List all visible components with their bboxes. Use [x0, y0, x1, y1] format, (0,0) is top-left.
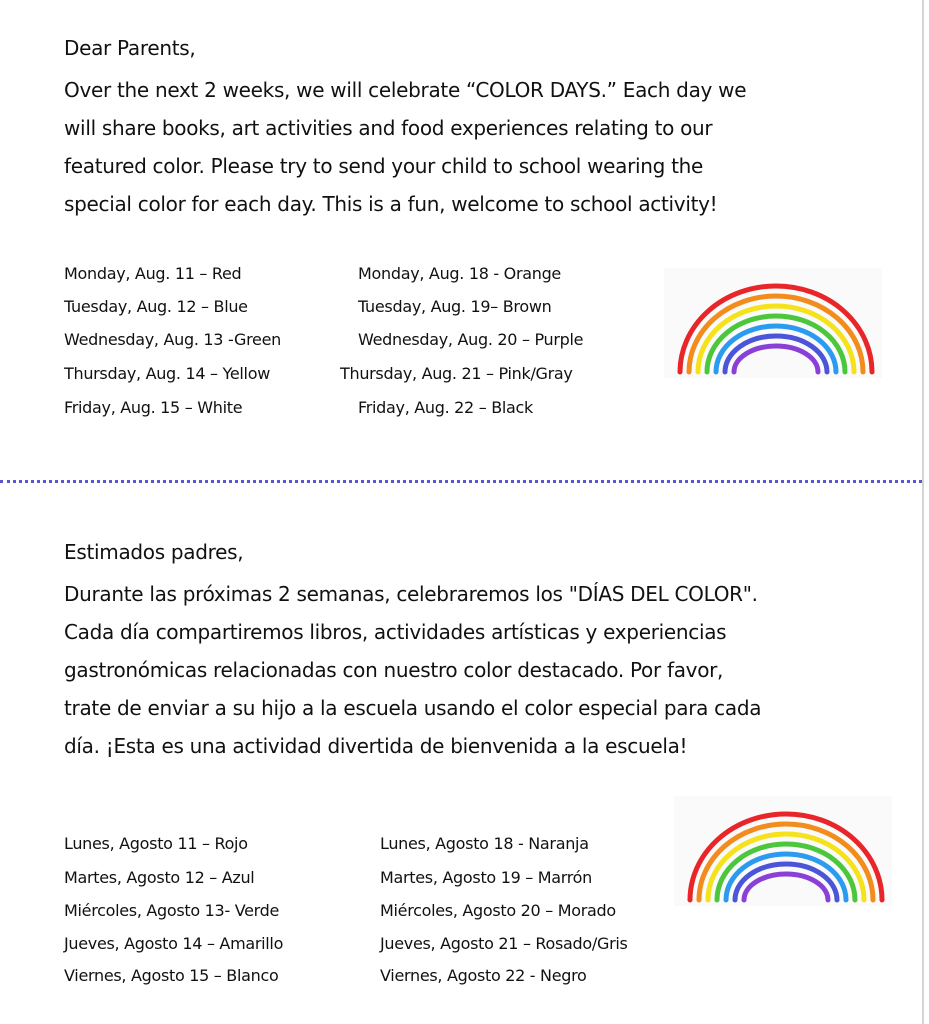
english-week1-day: Thursday, Aug. 14 – Yellow [64, 364, 270, 383]
spanish-week2-day: Martes, Agosto 19 – Marrón [380, 868, 592, 887]
spanish-week2-day: Lunes, Agosto 18 - Naranja [380, 834, 589, 853]
english-week2-day: Tuesday, Aug. 19– Brown [358, 297, 552, 316]
english-notice [0, 0, 920, 470]
spanish-paragraph-line: día. ¡Esta es una actividad divertida de bienvenida a la escuela! [64, 734, 688, 758]
english-week1-day: Tuesday, Aug. 12 – Blue [64, 297, 248, 316]
spanish-week1-day: Martes, Agosto 12 – Azul [64, 868, 255, 887]
spanish-paragraph-line: Durante las próximas 2 semanas, celebraremos los "DÍAS DEL COLOR". [64, 582, 758, 606]
rainbow-icon [674, 796, 892, 906]
english-greeting: Dear Parents, [64, 36, 196, 60]
english-paragraph-line: special color for each day. This is a fun, welcome to school activity! [64, 192, 718, 216]
english-week2-day: Wednesday, Aug. 20 – Purple [358, 330, 584, 349]
rainbow-icon [664, 268, 882, 378]
english-paragraph-line: will share books, art activities and food experiences relating to our [64, 116, 713, 140]
spanish-week1-day: Viernes, Agosto 15 – Blanco [64, 966, 279, 985]
spanish-week1-day: Miércoles, Agosto 13- Verde [64, 901, 280, 920]
english-week1-day: Monday, Aug. 11 – Red [64, 264, 242, 283]
page-edge [922, 0, 924, 1024]
spanish-week1-day: Lunes, Agosto 11 – Rojo [64, 834, 248, 853]
spanish-week2-day: Jueves, Agosto 21 – Rosado/Gris [380, 934, 628, 953]
english-paragraph-line: Over the next 2 weeks, we will celebrate “COLOR DAYS.” Each day we [64, 78, 747, 102]
english-week1-day: Wednesday, Aug. 13 -Green [64, 330, 281, 349]
cut-line-divider [0, 480, 922, 483]
spanish-greeting: Estimados padres, [64, 540, 244, 564]
english-week1-day: Friday, Aug. 15 – White [64, 398, 243, 417]
spanish-week2-day: Miércoles, Agosto 20 – Morado [380, 901, 616, 920]
spanish-notice [0, 488, 920, 1024]
spanish-paragraph-line: gastronómicas relacionadas con nuestro color destacado. Por favor, [64, 658, 724, 682]
english-week2-day: Thursday, Aug. 21 – Pink/Gray [340, 364, 573, 383]
spanish-paragraph-line: Cada día compartiremos libros, actividades artísticas y experiencias [64, 620, 727, 644]
english-paragraph-line: featured color. Please try to send your child to school wearing the [64, 154, 704, 178]
spanish-week1-day: Jueves, Agosto 14 – Amarillo [64, 934, 284, 953]
english-week2-day: Monday, Aug. 18 - Orange [358, 264, 561, 283]
english-week2-day: Friday, Aug. 22 – Black [358, 398, 533, 417]
spanish-week2-day: Viernes, Agosto 22 - Negro [380, 966, 587, 985]
spanish-paragraph-line: trate de enviar a su hijo a la escuela usando el color especial para cada [64, 696, 762, 720]
